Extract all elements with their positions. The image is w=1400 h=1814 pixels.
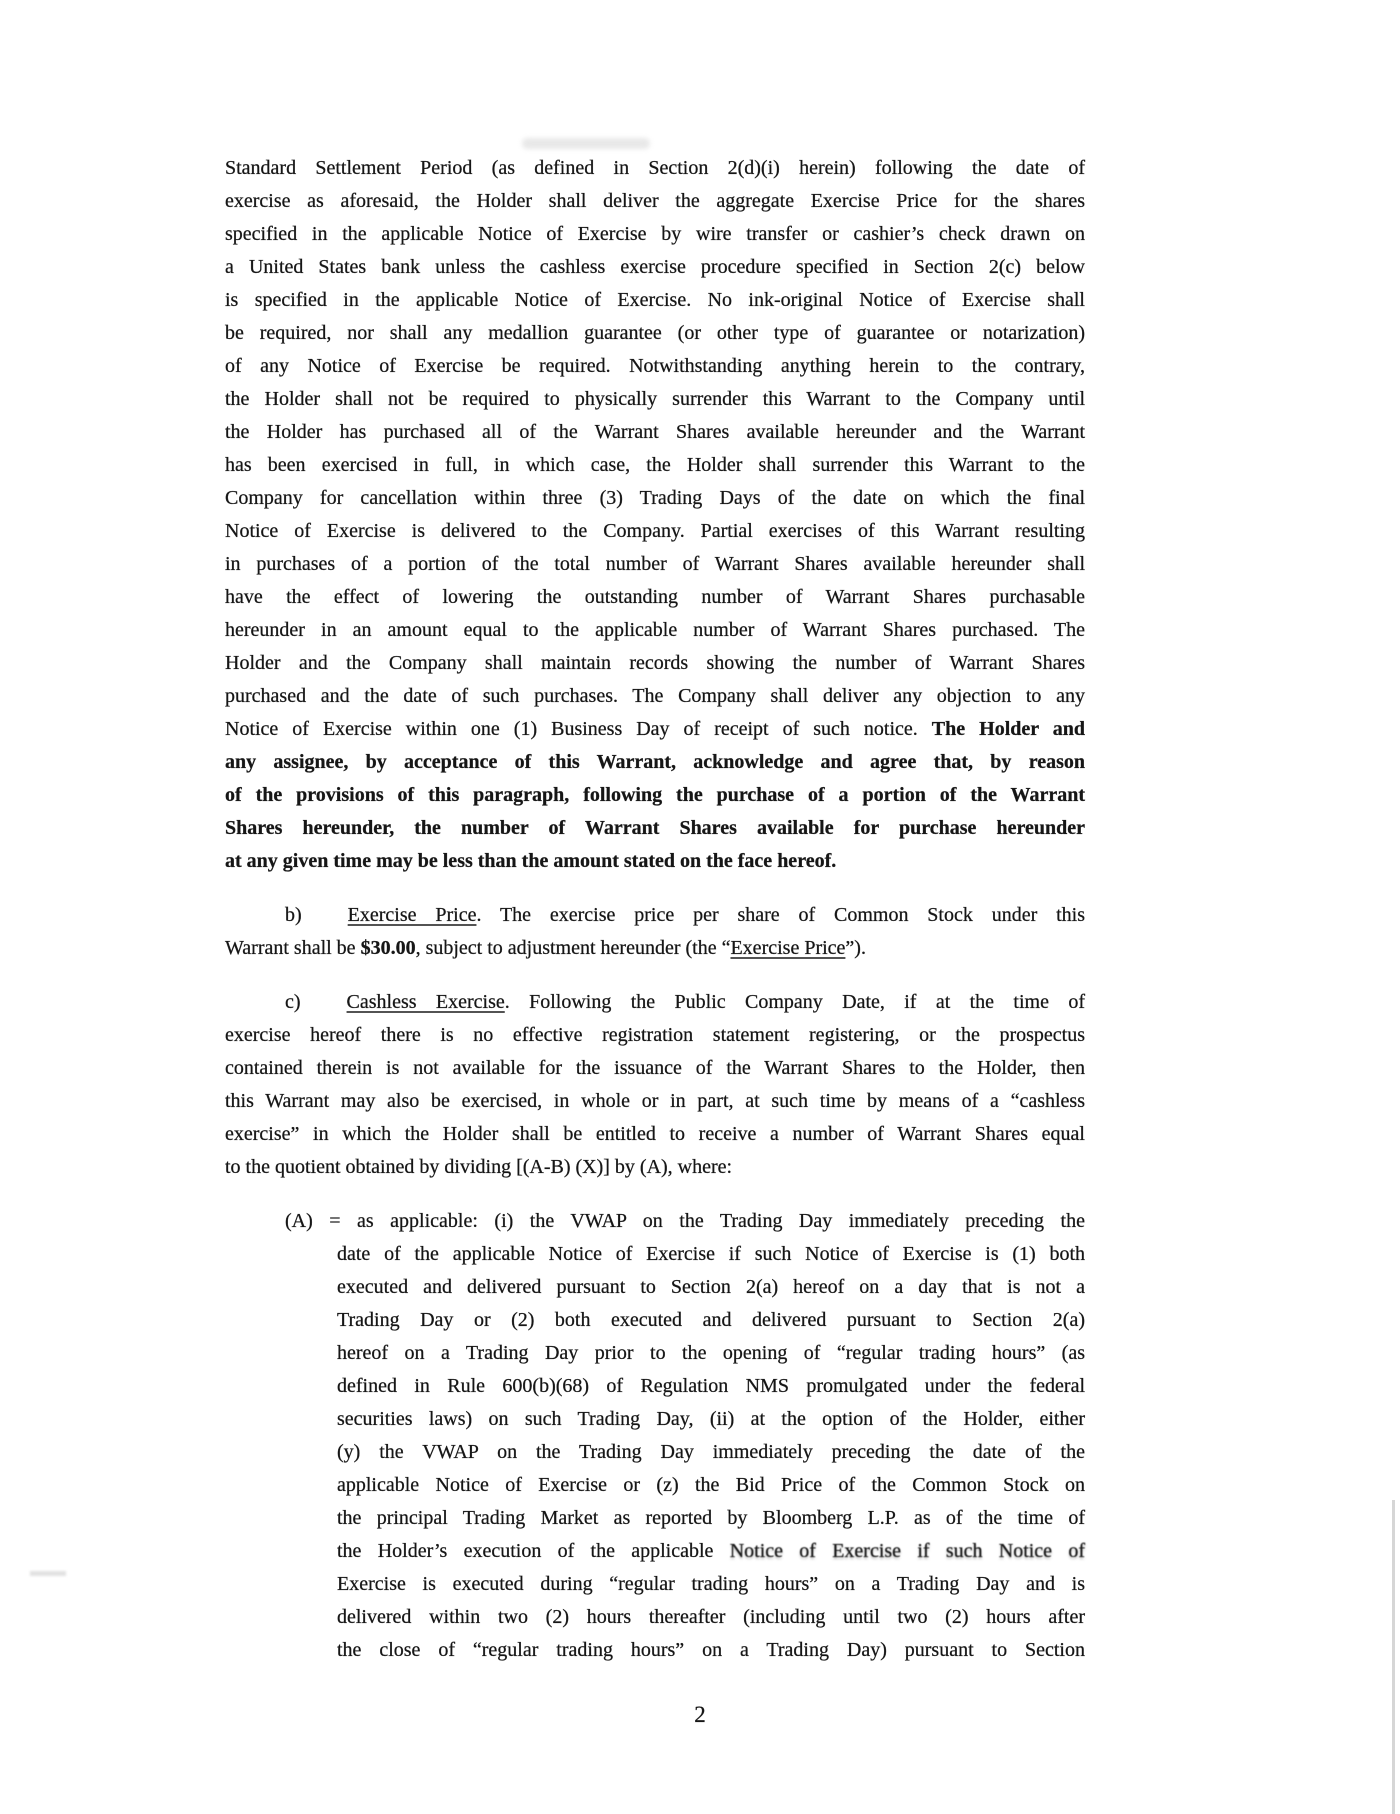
text-segment: b) <box>285 904 302 926</box>
text-line <box>225 713 1085 746</box>
text-segment: hereunder in an amount equal to the applicable number of Warrant Shares purchased. The <box>225 619 1085 641</box>
text-line <box>225 746 1085 779</box>
text-line <box>285 1568 1085 1601</box>
text-segment: specified in the applicable Notice of Exercise by wire transfer or cashier’s check drawn on <box>225 223 1085 245</box>
text-segment: hereof on a Trading Day prior to the opening of “regular trading hours” (as <box>337 1342 1085 1364</box>
text-segment: date of the applicable Notice of Exercise if such Notice of Exercise is (1) both <box>337 1243 1085 1265</box>
text-segment: a United States bank unless the cashless exercise procedure specified in Section 2(c) below <box>225 256 1085 278</box>
scan-edge-dash-artifact <box>30 1571 66 1576</box>
text-segment: at any given time may be less than the amount stated on the face hereof. <box>225 850 837 872</box>
text-segment: Standard Settlement Period (as defined in Section 2(d)(i) herein) following the date of <box>225 157 1085 179</box>
paragraph-settlement-continuation <box>225 152 1085 878</box>
text-line <box>225 1052 1085 1085</box>
text-line <box>285 1337 1085 1370</box>
text-line <box>225 548 1085 581</box>
text-segment: in purchases of a portion of the total number of Warrant Shares available hereunder shall <box>225 553 1085 575</box>
scan-smudge-artifact <box>522 138 650 149</box>
text-line <box>285 1271 1085 1304</box>
text-line <box>225 812 1085 845</box>
text-line <box>225 845 1085 878</box>
text-line <box>225 449 1085 482</box>
text-segment: (y) the VWAP on the Trading Day immediately preceding the date of the <box>337 1441 1085 1463</box>
text-line <box>225 647 1085 680</box>
text-line <box>225 1151 1085 1184</box>
text-line <box>285 1238 1085 1271</box>
document-content <box>225 152 1085 1667</box>
text-segment: the Holder’s execution of the applicable <box>337 1540 730 1562</box>
text-line <box>225 581 1085 614</box>
paragraph-definition-a <box>285 1205 1085 1667</box>
text-line <box>225 218 1085 251</box>
text-segment: executed and delivered pursuant to Section 2(a) hereof on a day that is not a <box>337 1276 1085 1298</box>
text-line <box>225 680 1085 713</box>
scan-edge-line-artifact <box>1392 1500 1395 1814</box>
text-line <box>225 416 1085 449</box>
text-line <box>225 899 1085 932</box>
text-segment: have the effect of lowering the outstanding number of Warrant Shares purchasable <box>225 586 1085 608</box>
text-line <box>225 185 1085 218</box>
text-line <box>285 1601 1085 1634</box>
text-line <box>225 515 1085 548</box>
text-segment: , subject to adjustment hereunder (the “ <box>415 937 731 959</box>
text-line <box>225 1118 1085 1151</box>
text-segment: applicable Notice of Exercise or (z) the Bid Price of the Common Stock on <box>337 1474 1085 1496</box>
text-line <box>225 932 1085 965</box>
text-segment: ”). <box>845 937 866 959</box>
text-line <box>225 251 1085 284</box>
text-line <box>225 350 1085 383</box>
text-segment: exercise as aforesaid, the Holder shall deliver the aggregate Exercise Price for the shares <box>225 190 1085 212</box>
text-line <box>285 1403 1085 1436</box>
text-line <box>225 614 1085 647</box>
text-line <box>285 1502 1085 1535</box>
text-line <box>225 482 1085 515</box>
text-segment: the Holder shall not be required to physically surrender this Warrant to the Company until <box>225 388 1085 410</box>
text-segment: c) <box>285 991 301 1013</box>
text-segment: exercise hereof there is no effective registration statement registering, or the prospectus <box>225 1024 1085 1046</box>
text-segment: The Holder and <box>931 718 1086 740</box>
text-line <box>285 1634 1085 1667</box>
text-segment: any assignee, by acceptance of this Warrant, acknowledge and agree that, by reason <box>225 751 1085 773</box>
text-segment: the Holder has purchased all of the Warrant Shares available hereunder and the Warrant <box>225 421 1085 443</box>
text-segment: Shares hereunder, the number of Warrant Shares available for purchase hereunder <box>225 817 1085 839</box>
paragraph-cashless-exercise <box>225 986 1085 1184</box>
text-line <box>285 1436 1085 1469</box>
text-segment: to the quotient obtained by dividing [(A-B) (X)] by (A), where: <box>225 1156 733 1178</box>
text-segment: Notice of Exercise if such Notice of <box>729 1540 1085 1562</box>
text-line <box>285 1370 1085 1403</box>
text-segment: this Warrant may also be exercised, in whole or in part, at such time by means of a “cashless <box>225 1090 1085 1112</box>
text-segment: the principal Trading Market as reported by Bloomberg L.P. as of the time of <box>337 1507 1085 1529</box>
text-segment: Cashless Exercise <box>346 991 505 1013</box>
paragraph-exercise-price <box>225 899 1085 965</box>
text-line <box>225 317 1085 350</box>
text-segment: securities laws) on such Trading Day, (ii) at the option of the Holder, either <box>337 1408 1085 1430</box>
text-segment: has been exercised in full, in which case, the Holder shall surrender this Warrant to the <box>225 454 1085 476</box>
text-line <box>225 383 1085 416</box>
text-line <box>285 1304 1085 1337</box>
text-segment: Trading Day or (2) both executed and delivered pursuant to Section 2(a) <box>337 1309 1085 1331</box>
text-segment: defined in Rule 600(b)(68) of Regulation NMS promulgated under the federal <box>337 1375 1085 1397</box>
text-segment: Holder and the Company shall maintain records showing the number of Warrant Shares <box>225 652 1085 674</box>
text-segment: be required, nor shall any medallion guarantee (or other type of guarantee or notarization) <box>225 322 1085 344</box>
text-line <box>225 779 1085 812</box>
text-segment: purchased and the date of such purchases. The Company shall deliver any objection to any <box>225 685 1085 707</box>
page-number: 2 <box>694 1702 706 1727</box>
text-segment: . Following the Public Company Date, if at the time of <box>504 991 1085 1013</box>
text-segment: exercise” in which the Holder shall be entitled to receive a number of Warrant Shares equal <box>225 1123 1085 1145</box>
text-line <box>225 986 1085 1019</box>
text-segment: Notice of Exercise is delivered to the Company. Partial exercises of this Warrant resulting <box>225 520 1085 542</box>
text-segment: Warrant shall be <box>225 937 361 959</box>
text-segment: contained therein is not available for the issuance of the Warrant Shares to the Holder, then <box>225 1057 1085 1079</box>
text-segment: delivered within two (2) hours thereafter (including until two (2) hours after <box>337 1606 1085 1628</box>
text-line <box>225 152 1085 185</box>
text-line <box>285 1535 1085 1568</box>
text-line <box>225 284 1085 317</box>
text-segment: of the provisions of this paragraph, following the purchase of a portion of the Warrant <box>225 784 1085 806</box>
text-segment: $30.00 <box>360 937 416 959</box>
text-segment: (A) = as applicable: (i) the VWAP on the Trading Day immediately preceding the <box>285 1210 1085 1232</box>
text-segment: the close of “regular trading hours” on a Trading Day) pursuant to Section <box>337 1639 1085 1661</box>
text-segment: Exercise Price <box>347 904 477 926</box>
text-line <box>285 1469 1085 1502</box>
text-segment: Notice of Exercise within one (1) Business Day of receipt of such notice. <box>225 718 932 740</box>
text-segment: Exercise Price <box>730 937 846 959</box>
text-segment: Exercise is executed during “regular trading hours” on a Trading Day and is <box>337 1573 1085 1595</box>
text-segment: of any Notice of Exercise be required. Notwithstanding anything herein to the contrary, <box>225 355 1085 377</box>
text-segment: . The exercise price per share of Common Stock under this <box>476 904 1085 926</box>
text-segment: is specified in the applicable Notice of Exercise. No ink-original Notice of Exercise shall <box>225 289 1085 311</box>
text-segment: Company for cancellation within three (3) Trading Days of the date on which the final <box>225 487 1085 509</box>
text-line <box>225 1085 1085 1118</box>
text-line <box>285 1205 1085 1238</box>
text-line <box>225 1019 1085 1052</box>
